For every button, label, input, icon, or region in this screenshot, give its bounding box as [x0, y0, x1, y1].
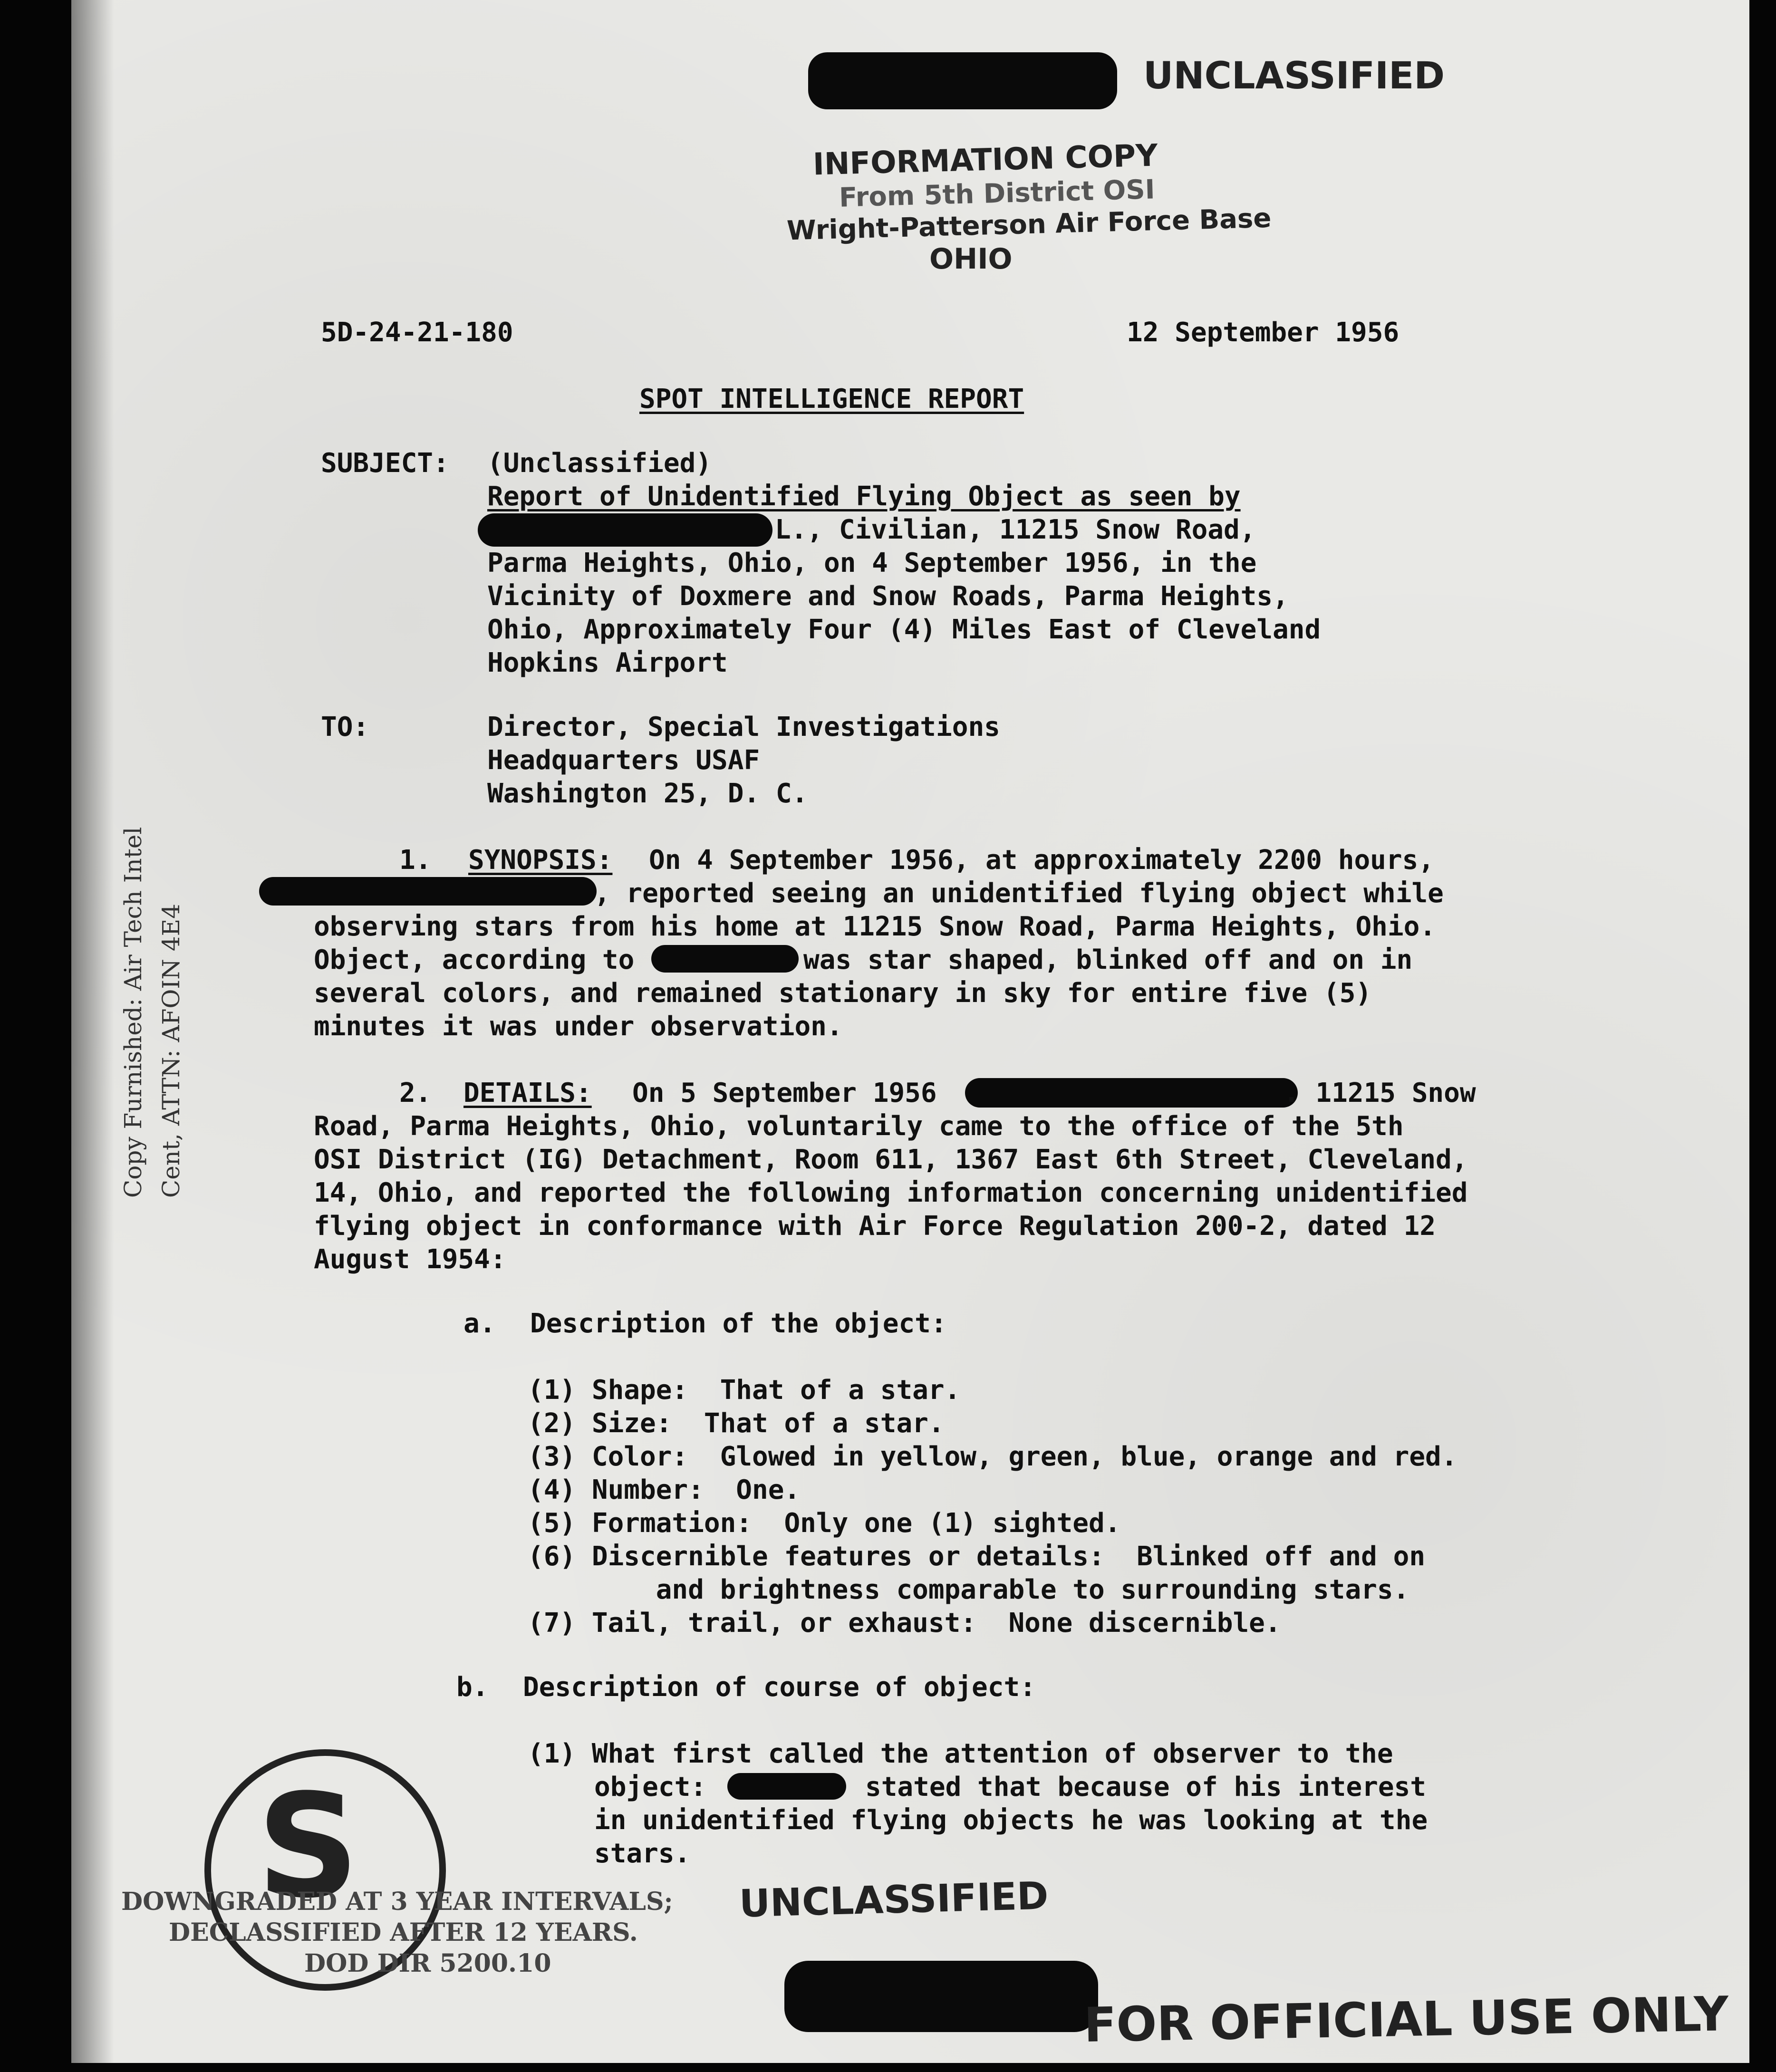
- section-a-heading: Description of the object:: [530, 1308, 947, 1339]
- section-a-item4: (4) Number: One.: [528, 1474, 801, 1505]
- page-edge-shadow: [71, 0, 114, 2063]
- section-a-label: a.: [463, 1308, 496, 1339]
- details-line1a: On 5 September 1956: [632, 1078, 937, 1108]
- copy-furnished-note: [114, 827, 190, 1198]
- synopsis-line1: On 4 September 1956, at approximately 2200 hours,: [649, 845, 1435, 876]
- section-a-item1: (1) Shape: That of a star.: [528, 1375, 961, 1406]
- downgrade-line2: DECLASSIFIED AFTER 12 YEARS.: [169, 1918, 638, 1947]
- to-label: TO:: [321, 712, 369, 742]
- info-copy-line4: OHIO: [929, 242, 1013, 276]
- to-line2: Headquarters USAF: [487, 745, 760, 776]
- synopsis-line3: observing stars from his home at 11215 Snow Road, Parma Heights, Ohio.: [314, 911, 1436, 942]
- section-a-item5: (5) Formation: Only one (1) sighted.: [528, 1508, 1121, 1539]
- section-a-item7: (7) Tail, trail, or exhaust: None discernible.: [528, 1608, 1281, 1638]
- redaction-section-b-name: [727, 1773, 846, 1800]
- redaction-bottom: [784, 1961, 1098, 2032]
- redaction-top: [808, 52, 1117, 109]
- section-b-item1-line2b: stated that because of his interest: [865, 1772, 1427, 1802]
- synopsis-line4b: was star shaped, blinked off and on in: [803, 944, 1413, 975]
- details-line3: OSI District (IG) Detachment, Room 611, 1367 East 6th Street, Cleveland,: [314, 1144, 1468, 1175]
- details-number: 2.: [399, 1078, 432, 1108]
- redaction-details-name: [965, 1078, 1298, 1108]
- info-copy-line3: Wright-Patterson Air Force Base: [786, 202, 1272, 247]
- subject-line4: Parma Heights, Ohio, on 4 September 1956, in the: [487, 548, 1257, 578]
- subject-line3: L., Civilian, 11215 Snow Road,: [775, 514, 1256, 545]
- section-b-heading: Description of course of object:: [523, 1672, 1036, 1703]
- section-b-item1-line4: stars.: [594, 1838, 691, 1869]
- details-line2: Road, Parma Heights, Ohio, voluntarily came to the office of the 5th: [314, 1111, 1404, 1142]
- side-note-line2: Cent, ATTN: AFOIN 4E4: [157, 904, 185, 1198]
- section-b-item1-line3: in unidentified flying objects he was looking at the: [594, 1805, 1428, 1836]
- classification-bottom: UNCLASSIFIED: [738, 1873, 1049, 1926]
- report-title: SPOT INTELLIGENCE REPORT: [639, 384, 1024, 414]
- synopsis-line2: , reported seeing an unidentified flying object while: [594, 878, 1444, 909]
- subject-line2: Report of Unidentified Flying Object as seen by: [487, 481, 1241, 512]
- details-line5: flying object in conformance with Air Force Regulation 200-2, dated 12: [314, 1211, 1436, 1242]
- to-line3: Washington 25, D. C.: [487, 778, 808, 809]
- classification-top: UNCLASSIFIED: [1143, 55, 1445, 97]
- section-a-item6: (6) Discernible features or details: Blinked off and on: [528, 1541, 1426, 1572]
- section-a-item6-cont: and brightness comparable to surrounding stars.: [528, 1574, 1409, 1605]
- s-stamp-letter: S: [257, 1764, 360, 1929]
- synopsis-number: 1.: [399, 845, 432, 876]
- side-note-line1: Copy Furnished: Air Tech Intel: [119, 827, 147, 1198]
- subject-line7: Hopkins Airport: [487, 647, 728, 678]
- details-heading: DETAILS:: [463, 1078, 592, 1108]
- synopsis-line4a: Object, according to: [314, 944, 635, 975]
- file-number: 5D-24-21-180: [321, 317, 513, 348]
- downgrade-line3: DOD DIR 5200.10: [304, 1949, 551, 1978]
- section-b-item1-line1: (1) What first called the attention of observer to the: [528, 1738, 1393, 1769]
- report-date: 12 September 1956: [1127, 317, 1400, 348]
- subject-line5: Vicinity of Doxmere and Snow Roads, Parma Heights,: [487, 581, 1289, 612]
- downgrade-line1: DOWNGRADED AT 3 YEAR INTERVALS;: [121, 1887, 673, 1916]
- subject-label: SUBJECT:: [321, 448, 449, 479]
- synopsis-heading: SYNOPSIS:: [468, 845, 613, 876]
- details-line4: 14, Ohio, and reported the following information concerning unidentified: [314, 1177, 1468, 1208]
- redaction-synopsis-name: [259, 877, 597, 906]
- official-use-only: FOR OFFICIAL USE ONLY: [1083, 1986, 1729, 2053]
- details-line1b: . 11215 Snow: [1284, 1078, 1476, 1108]
- section-a-item3: (3) Color: Glowed in yellow, green, blue, orange and red.: [528, 1441, 1457, 1472]
- synopsis-line5: several colors, and remained stationary in sky for entire five (5): [314, 978, 1372, 1009]
- section-b-item1-line2a: object:: [594, 1772, 707, 1802]
- section-a-item2: (2) Size: That of a star.: [528, 1408, 945, 1439]
- info-copy-line2: From 5th District OSI: [839, 174, 1156, 213]
- subject-line6: Ohio, Approximately Four (4) Miles East of Cleveland: [487, 614, 1321, 645]
- redaction-subject-name: [478, 513, 772, 547]
- to-line1: Director, Special Investigations: [487, 712, 1000, 742]
- section-b-label: b.: [456, 1672, 489, 1703]
- details-line6: August 1954:: [314, 1244, 506, 1275]
- redaction-synopsis-observer: [651, 945, 799, 973]
- synopsis-line6: minutes it was under observation.: [314, 1011, 843, 1042]
- subject-line1: (Unclassified): [487, 448, 712, 479]
- info-copy-line1: INFORMATION COPY: [812, 138, 1158, 183]
